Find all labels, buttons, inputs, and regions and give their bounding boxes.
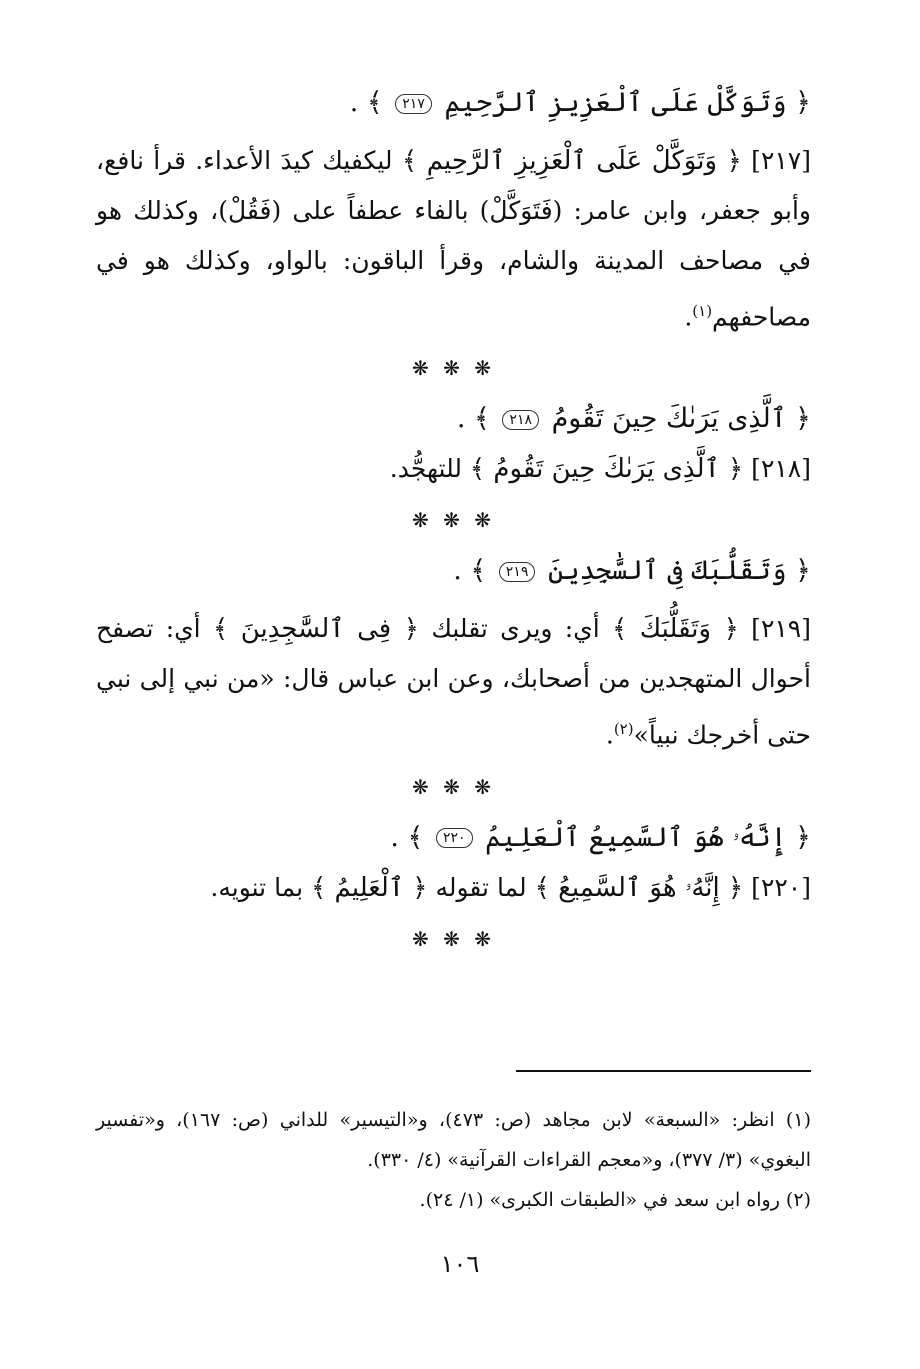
section-separator: ❋ ❋ ❋: [412, 926, 495, 951]
quran-quote: ﴿ وَتَوَكَّلْ عَلَى ٱلْعَزِيزِ ٱلرَّحِيمِ ﴾: [401, 146, 742, 176]
page-number: ١٠٦: [440, 1250, 480, 1278]
footnote-ref[interactable]: (٢): [613, 720, 634, 739]
verse-number-marker: ٢١٧: [395, 94, 432, 114]
commentary-text: للتهجُّد.: [389, 454, 470, 484]
commentary-number: [٢١٨]: [743, 454, 811, 484]
footnote-1: (١) انظر: «السبعة» لابن مجاهد (ص: ٤٧٣)، و«التيسير» للداني (ص: ١٦٧)، و«تفسير البغوي» (٣/ ٣٧٧)، و«معجم القراءات القرآنية» (٤/ ٣٣٠).: [96, 1109, 811, 1171]
quran-quote: ﴿ وَتَقَلُّبَكَ ﴾: [611, 614, 739, 645]
verse-text: ﴿ وَتَقَلُّبَكَ فِى ٱلسَّٰجِدِينَ: [547, 555, 811, 587]
verse-end: ﴾ .: [349, 87, 383, 118]
quran-quote: ﴿ ٱلْعَلِيمُ ﴾: [311, 872, 428, 903]
section-separator: ❋ ❋ ❋: [412, 356, 495, 381]
commentary-text: لما تقوله: [427, 872, 535, 902]
section-separator: ❋ ❋ ❋: [412, 774, 495, 799]
section-separator: ❋ ❋ ❋: [412, 508, 495, 533]
footnote-ref[interactable]: (١): [692, 302, 713, 320]
commentary-number: [٢٢٠]: [743, 872, 811, 902]
verse-217: [96, 78, 811, 128]
commentary-text: ليكفيك كيدَ الأعداء. قرأ نافع، وأبو جعفر، وابن عامر: (فَتَوَكَّلْ) بالفاء عطفاً على (فَقُلْ)، وكذلك هو في مصاحف المدينة والشام، وقرأ الباقون: بالواو، وكذلك هو في مصاحفهم: [96, 146, 811, 332]
commentary-number: [٢١٩]: [738, 614, 811, 644]
verse-number-marker: ٢١٨: [502, 410, 539, 430]
verse-text: ﴿ ٱلَّذِى يَرَىٰكَ حِينَ تَقُومُ: [551, 403, 811, 435]
commentary-text: أي: تصفح أحوال المتهجدين من أصحابك، وعن ابن عباس قال: «من نبي إلى نبي حتى أخرجك نبياً»: [96, 614, 811, 750]
commentary-218: [96, 444, 811, 494]
commentary-219: [٢١٩] ﴿ وَتَقَلُّبَكَ ﴾ أي: ويرى تقلبك ﴿ فِى ٱلسَّٰجِدِينَ ﴾ أي: تصفح أحوال المتهجدين من أصحابك، وعن ابن عباس قال: «من نبي إلى نبي حتى أخرجك نبياً»$^{(٢)}$.: [96, 614, 811, 750]
commentary-text: بما تنويه.: [210, 872, 312, 902]
commentary-number: [٢١٧]: [741, 146, 811, 175]
page-body: [96, 78, 811, 965]
quran-quote: ﴿ فِى ٱلسَّٰجِدِينَ ﴾: [212, 614, 420, 645]
verse-end: ﴾ .: [456, 403, 490, 435]
footnote-divider: [516, 1070, 811, 1072]
verse-220: [96, 813, 811, 863]
verse-219: [96, 546, 811, 596]
quran-quote: ﴿ ٱلَّذِى يَرَىٰكَ حِينَ تَقُومُ ﴾: [469, 454, 744, 485]
verse-218: [96, 394, 811, 444]
verse-end: ﴾ .: [453, 555, 487, 587]
verse-text: ﴿ إِنَّهُۥ هُوَ ٱلسَّمِيعُ ٱلْعَلِيمُ: [485, 821, 811, 853]
verse-number-marker: ٢٢٠: [436, 828, 473, 848]
footnotes: [96, 1100, 811, 1220]
commentary-220: [96, 863, 811, 913]
verse-text: ﴿ وَتَوَكَّلْ عَلَى ٱلْعَزِيزِ ٱلرَّحِيمِ: [444, 87, 811, 118]
footnote-2: (٢) رواه ابن سعد في «الطبقات الكبرى» (١/ ٢٤).: [419, 1189, 811, 1211]
commentary-text: أي: ويرى تقلبك: [419, 614, 612, 644]
commentary-217: [٢١٧] ﴿ وَتَوَكَّلْ عَلَى ٱلْعَزِيزِ ٱلرَّحِيمِ ﴾ ليكفيك كيدَ الأعداء. قرأ نافع، وأبو جعفر، وابن عامر: (فَتَوَكَّلْ) بالفاء عطفاً على (فَقُلْ)، وكذلك هو في مصاحف المدينة والشام، وقرأ الباقون: بالواو، وكذلك هو في مصاحفهم$^{(١)}$.: [96, 146, 811, 332]
quran-quote: ﴿ إِنَّهُۥ هُوَ ٱلسَّمِيعُ ﴾: [534, 872, 744, 903]
verse-end: ﴾ .: [390, 821, 424, 853]
verse-number-marker: ٢١٩: [499, 562, 536, 582]
